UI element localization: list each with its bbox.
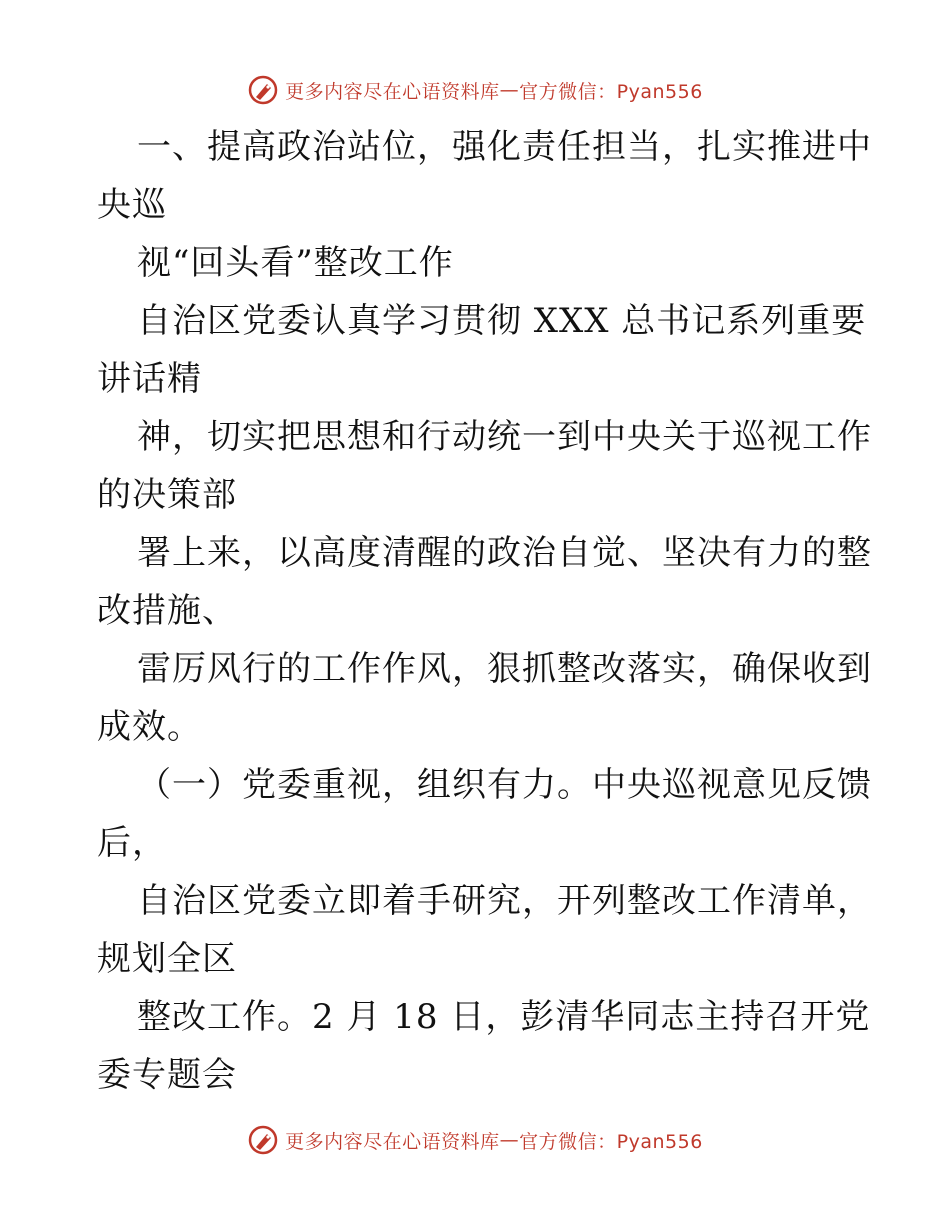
text-line: （一）党委重视，组织有力。中央巡视意见反馈 (137, 765, 872, 805)
footer-dash: — (499, 1129, 520, 1151)
footer-text: 更多内容尽在心语资料库 (285, 1130, 500, 1153)
text-line: 委专题会 (97, 1055, 237, 1095)
text-line: 央巡 (97, 185, 167, 225)
text-line: 讲话精 (97, 359, 202, 399)
document-body (97, 118, 872, 1104)
text-line: 神，切实把思想和行动统一到中央关于巡视工作 (137, 417, 872, 457)
header-text: 更多内容尽在心语资料库 (285, 80, 500, 103)
header-wechat: 官方微信：Pyan556 (519, 80, 703, 103)
text-line: 一、提高政治站位，强化责任担当，扎实推进中 (137, 127, 872, 167)
footer-banner (0, 1120, 950, 1160)
footer-wechat: 官方微信：Pyan556 (519, 1130, 703, 1153)
text-line: 雷厉风行的工作作风，狠抓整改落实，确保收到 (137, 649, 872, 689)
text-line: 的决策部 (97, 475, 237, 515)
header-dash: — (499, 79, 520, 101)
text-line: 自治区党委立即着手研究，开列整改工作清单， (137, 881, 872, 921)
text-line: 后， (97, 823, 167, 863)
text-line: 规划全区 (97, 939, 237, 979)
text-line: 署上来，以高度清醒的政治自觉、坚决有力的整 (137, 533, 872, 573)
pen-nib-icon (247, 74, 279, 106)
text-line: 自治区党委认真学习贯彻 XXX 总书记系列重要 (137, 301, 867, 341)
text-line: 成效。 (97, 707, 202, 747)
pen-nib-icon (247, 1124, 279, 1156)
text-line: 改措施、 (97, 591, 237, 631)
text-line: 视“回头看”整改工作 (137, 243, 454, 283)
text-line: 整改工作。2 月 18 日，彭清华同志主持召开党 (137, 997, 871, 1037)
header-banner (0, 70, 950, 110)
